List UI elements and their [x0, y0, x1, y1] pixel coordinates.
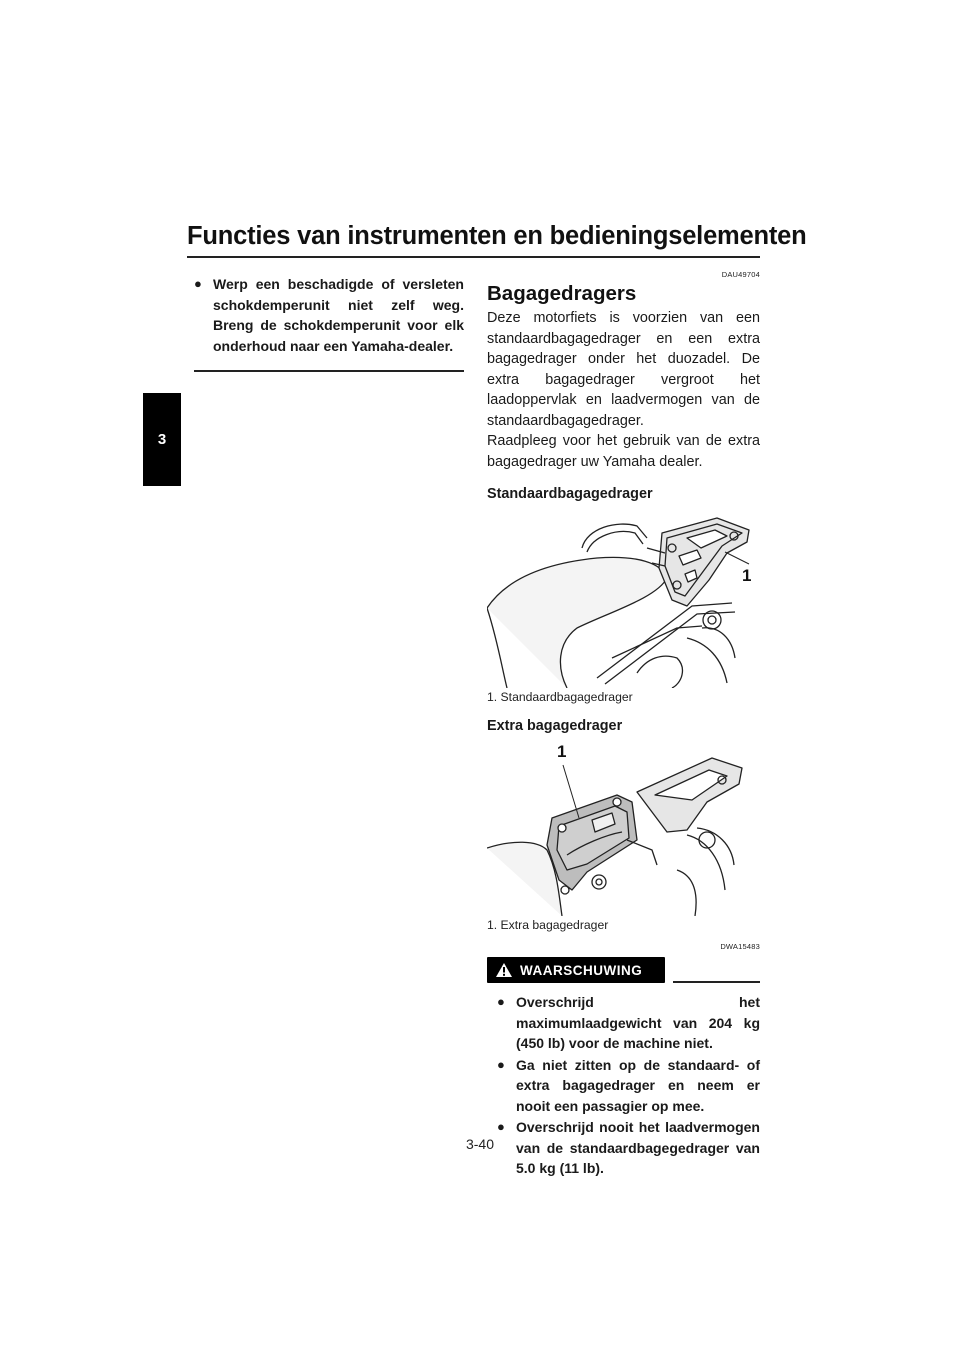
body-paragraph: Deze motorfiets is voorzien van een standaardbagagedrager en een extra bagagedrager onder het duozadel. De extra bagagedrager vergroot het laadoppervlak en laadvermogen van de standaardbagagedrager.: [487, 310, 760, 429]
section-heading: Bagagedragers: [487, 282, 637, 305]
standard-carrier-illustration: [487, 508, 760, 688]
list-item: [194, 274, 464, 356]
figure-caption: 1. Extra bagagedrager: [487, 918, 609, 932]
warning-item: Overschrijd het maximumlaadgewicht van 204 kg (450 lb) voor de machine niet.: [516, 994, 760, 1051]
list-item: [497, 1055, 760, 1117]
list-item: [497, 992, 760, 1054]
chapter-tab: [143, 393, 181, 486]
bullet-icon: ●: [497, 994, 505, 1009]
right-column: [487, 270, 760, 1180]
bullet-icon: ●: [497, 1119, 505, 1134]
warning-item: Ga niet zitten op de standaard- of extra bagagedrager en neem er nooit een passagier op mee.: [516, 1056, 760, 1114]
figure-callout: 1: [742, 566, 752, 585]
bullet-icon: ●: [194, 276, 202, 291]
page-title: Functies van instrumenten en bedieningselementen: [187, 222, 807, 250]
warning-label: WAARSCHUWING: [520, 962, 643, 978]
warning-code: DWA15483: [720, 942, 760, 951]
bullet-text: Werp een beschadigde of versleten schokdemperunit niet zelf weg. Breng de schokdemperunit voor elk onderhoud naar een Yamaha-dealer.: [213, 276, 464, 354]
warning-item: Overschrijd nooit het laadvermogen van de standaardbagegedrager van 5.0 kg (11 lb).: [516, 1119, 760, 1176]
chapter-tab-label: 3: [157, 431, 167, 448]
title-rule: [187, 256, 760, 258]
page-number: 3-40: [465, 1136, 495, 1152]
left-column: [194, 274, 464, 356]
figure-heading: Standaardbagagedrager: [487, 486, 653, 502]
figure-callout: 1: [557, 742, 567, 761]
section-divider: [194, 370, 464, 372]
extra-carrier-illustration: [487, 740, 760, 916]
warning-badge: [487, 957, 665, 983]
extra-carrier-drawing: [487, 740, 760, 916]
body-paragraph: Raadpleeg voor het gebruik van de extra bagagedrager uw Yamaha dealer.: [487, 433, 760, 470]
warning-rule: [673, 981, 760, 983]
figure-caption: 1. Standaardbagagedrager: [487, 690, 633, 704]
section-code: DAU49704: [721, 270, 760, 279]
warning-header: [487, 957, 760, 983]
figure-heading: Extra bagagedrager: [487, 718, 623, 734]
warning-triangle-icon: [495, 962, 513, 978]
standard-carrier-drawing: [487, 508, 760, 688]
bullet-icon: ●: [497, 1056, 505, 1072]
